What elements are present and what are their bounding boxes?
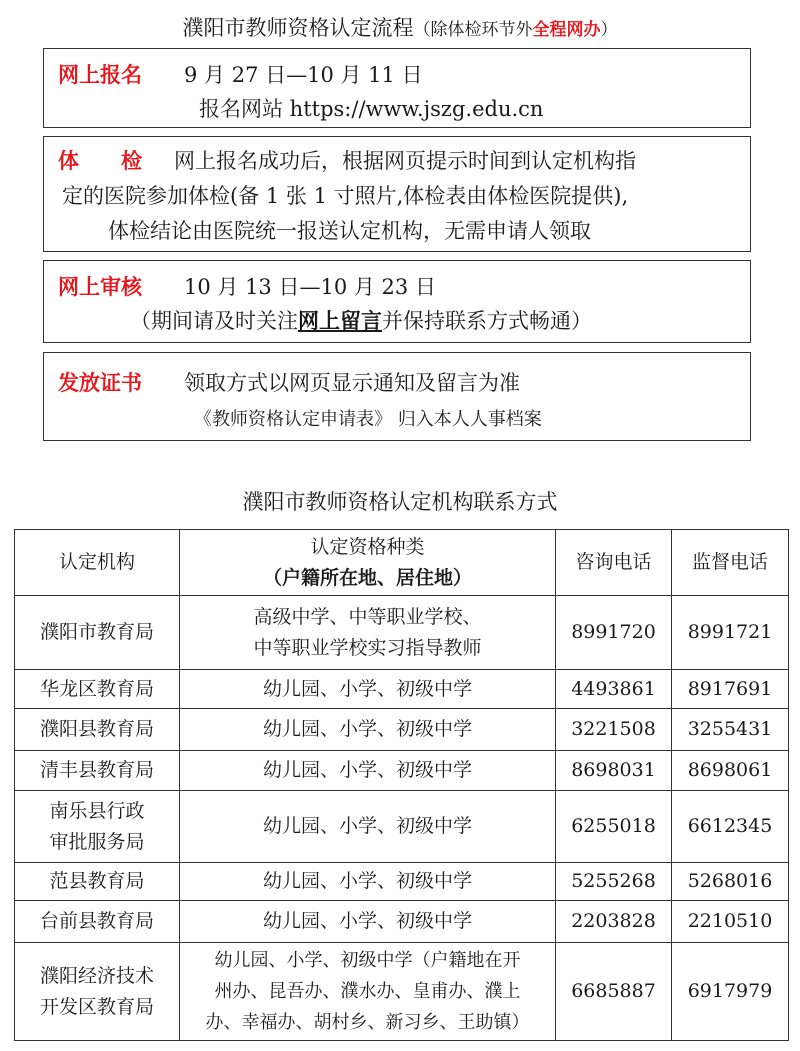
cell-supervise-phone: 8698061 xyxy=(672,751,789,791)
cell-org-line: 审批服务局 xyxy=(49,830,145,853)
cell-org: 华龙区教育局 xyxy=(15,670,180,709)
page-title-main: 濮阳市教师资格认定流程 xyxy=(182,16,414,40)
cell-consult-phone: 6255018 xyxy=(556,791,672,863)
cell-org: 清丰县教育局 xyxy=(15,751,180,791)
step-label: 网上审核 xyxy=(58,275,142,299)
cell-supervise-phone: 8917691 xyxy=(672,670,789,709)
step-text: 《教师资格认定申请表》 归入本人人事档案 xyxy=(194,409,542,430)
cell-org: 台前县教育局 xyxy=(15,901,180,943)
table-row xyxy=(15,670,789,709)
table-row xyxy=(15,863,789,901)
table-title: 濮阳市教师资格认定机构联系方式 xyxy=(242,490,558,514)
cell-org: 濮阳市教育局 xyxy=(15,596,180,670)
cell-type-line: 高级中学、中等职业学校、 xyxy=(253,605,482,628)
step-text: 报名网站 https://www.jszg.edu.cn xyxy=(199,97,544,121)
table-row xyxy=(15,943,789,1041)
table-header-row xyxy=(15,530,789,596)
page-title-highlight: 全程网办 xyxy=(532,20,601,40)
step-text: 领取方式以网页显示通知及留言为准 xyxy=(184,371,520,395)
cell-supervise-phone: 6612345 xyxy=(672,791,789,863)
step-text: 定的医院参加体检(备 1 张 1 寸照片,体检表由体检医院提供), xyxy=(62,184,629,208)
cell-consult-phone: 6685887 xyxy=(556,943,672,1041)
cell-consult-phone: 4493861 xyxy=(556,670,672,709)
step-note-prefix: （期间请及时关注 xyxy=(130,309,298,333)
cell-consult-phone: 8698031 xyxy=(556,751,672,791)
header-type xyxy=(180,530,556,596)
cell-consult-phone: 5255268 xyxy=(556,863,672,901)
cell-consult-phone: 8991720 xyxy=(556,596,672,670)
online-message-link[interactable]: 网上留言 xyxy=(298,308,382,333)
cell-type xyxy=(180,596,556,670)
cell-type: 幼儿园、小学、初级中学 xyxy=(180,791,556,863)
step-label: 网上报名 xyxy=(58,63,142,87)
step-text: 网上报名成功后，根据网页提示时间到认定机构指 xyxy=(174,149,636,173)
cell-consult-phone: 2203828 xyxy=(556,901,672,943)
page-title-sub-prefix: （除体检环节外 xyxy=(413,20,533,40)
header-consult: 咨询电话 xyxy=(556,530,672,596)
cell-type: 幼儿园、小学、初级中学 xyxy=(180,670,556,709)
cell-type: 幼儿园、小学、初级中学 xyxy=(180,709,556,751)
header-type-main: 认定资格种类 xyxy=(310,535,425,558)
step-physical-exam xyxy=(43,136,751,252)
step-label: 发放证书 xyxy=(58,371,142,395)
cell-supervise-phone: 8991721 xyxy=(672,596,789,670)
cell-type-line: 办、幸福办、胡村乡、新习乡、王助镇） xyxy=(205,1012,530,1033)
cell-type-line: 州办、昆吾办、濮水办、皇甫办、濮上 xyxy=(214,981,521,1002)
cell-type-line: 中等职业学校实习指导教师 xyxy=(253,636,482,659)
table-row xyxy=(15,596,789,670)
step-note xyxy=(130,305,592,335)
cell-org: 濮阳县教育局 xyxy=(15,709,180,751)
cell-supervise-phone: 3255431 xyxy=(672,709,789,751)
cell-supervise-phone: 5268016 xyxy=(672,863,789,901)
header-supervise: 监督电话 xyxy=(672,530,789,596)
cell-type: 幼儿园、小学、初级中学 xyxy=(180,863,556,901)
cell-consult-phone: 3221508 xyxy=(556,709,672,751)
cell-org: 范县教育局 xyxy=(15,863,180,901)
step-text: 10 月 13 日—10 月 23 日 xyxy=(184,275,436,299)
cell-org xyxy=(15,791,180,863)
table-row xyxy=(15,709,789,751)
step-label: 体 检 xyxy=(58,149,142,173)
cell-type xyxy=(180,943,556,1041)
step-note-suffix: 并保持联系方式畅通） xyxy=(382,309,592,333)
page-title-sub-suffix: ） xyxy=(600,20,618,40)
cell-type: 幼儿园、小学、初级中学 xyxy=(180,751,556,791)
table-row xyxy=(15,791,789,863)
page-title xyxy=(0,12,800,42)
step-online-registration xyxy=(43,48,751,128)
header-type-sub: （户籍所在地、居住地） xyxy=(262,566,472,589)
cell-org-line: 开发区教育局 xyxy=(39,995,154,1018)
cell-org xyxy=(15,943,180,1041)
step-text: 9 月 27 日—10 月 11 日 xyxy=(184,63,423,87)
cell-org-line: 濮阳经济技术 xyxy=(39,964,154,987)
cell-supervise-phone: 6917979 xyxy=(672,943,789,1041)
cell-type: 幼儿园、小学、初级中学 xyxy=(180,901,556,943)
step-text: 体检结论由医院统一报送认定机构，无需申请人领取 xyxy=(108,219,591,243)
header-org: 认定机构 xyxy=(15,530,180,596)
cell-org-line: 南乐县行政 xyxy=(49,799,145,822)
step-online-review xyxy=(43,260,751,343)
cell-supervise-phone: 2210510 xyxy=(672,901,789,943)
contacts-table xyxy=(14,529,789,1041)
step-certificate-issue xyxy=(43,352,751,441)
table-row xyxy=(15,901,789,943)
cell-type-line: 幼儿园、小学、初级中学（户籍地在开 xyxy=(214,950,521,971)
table-row xyxy=(15,751,789,791)
